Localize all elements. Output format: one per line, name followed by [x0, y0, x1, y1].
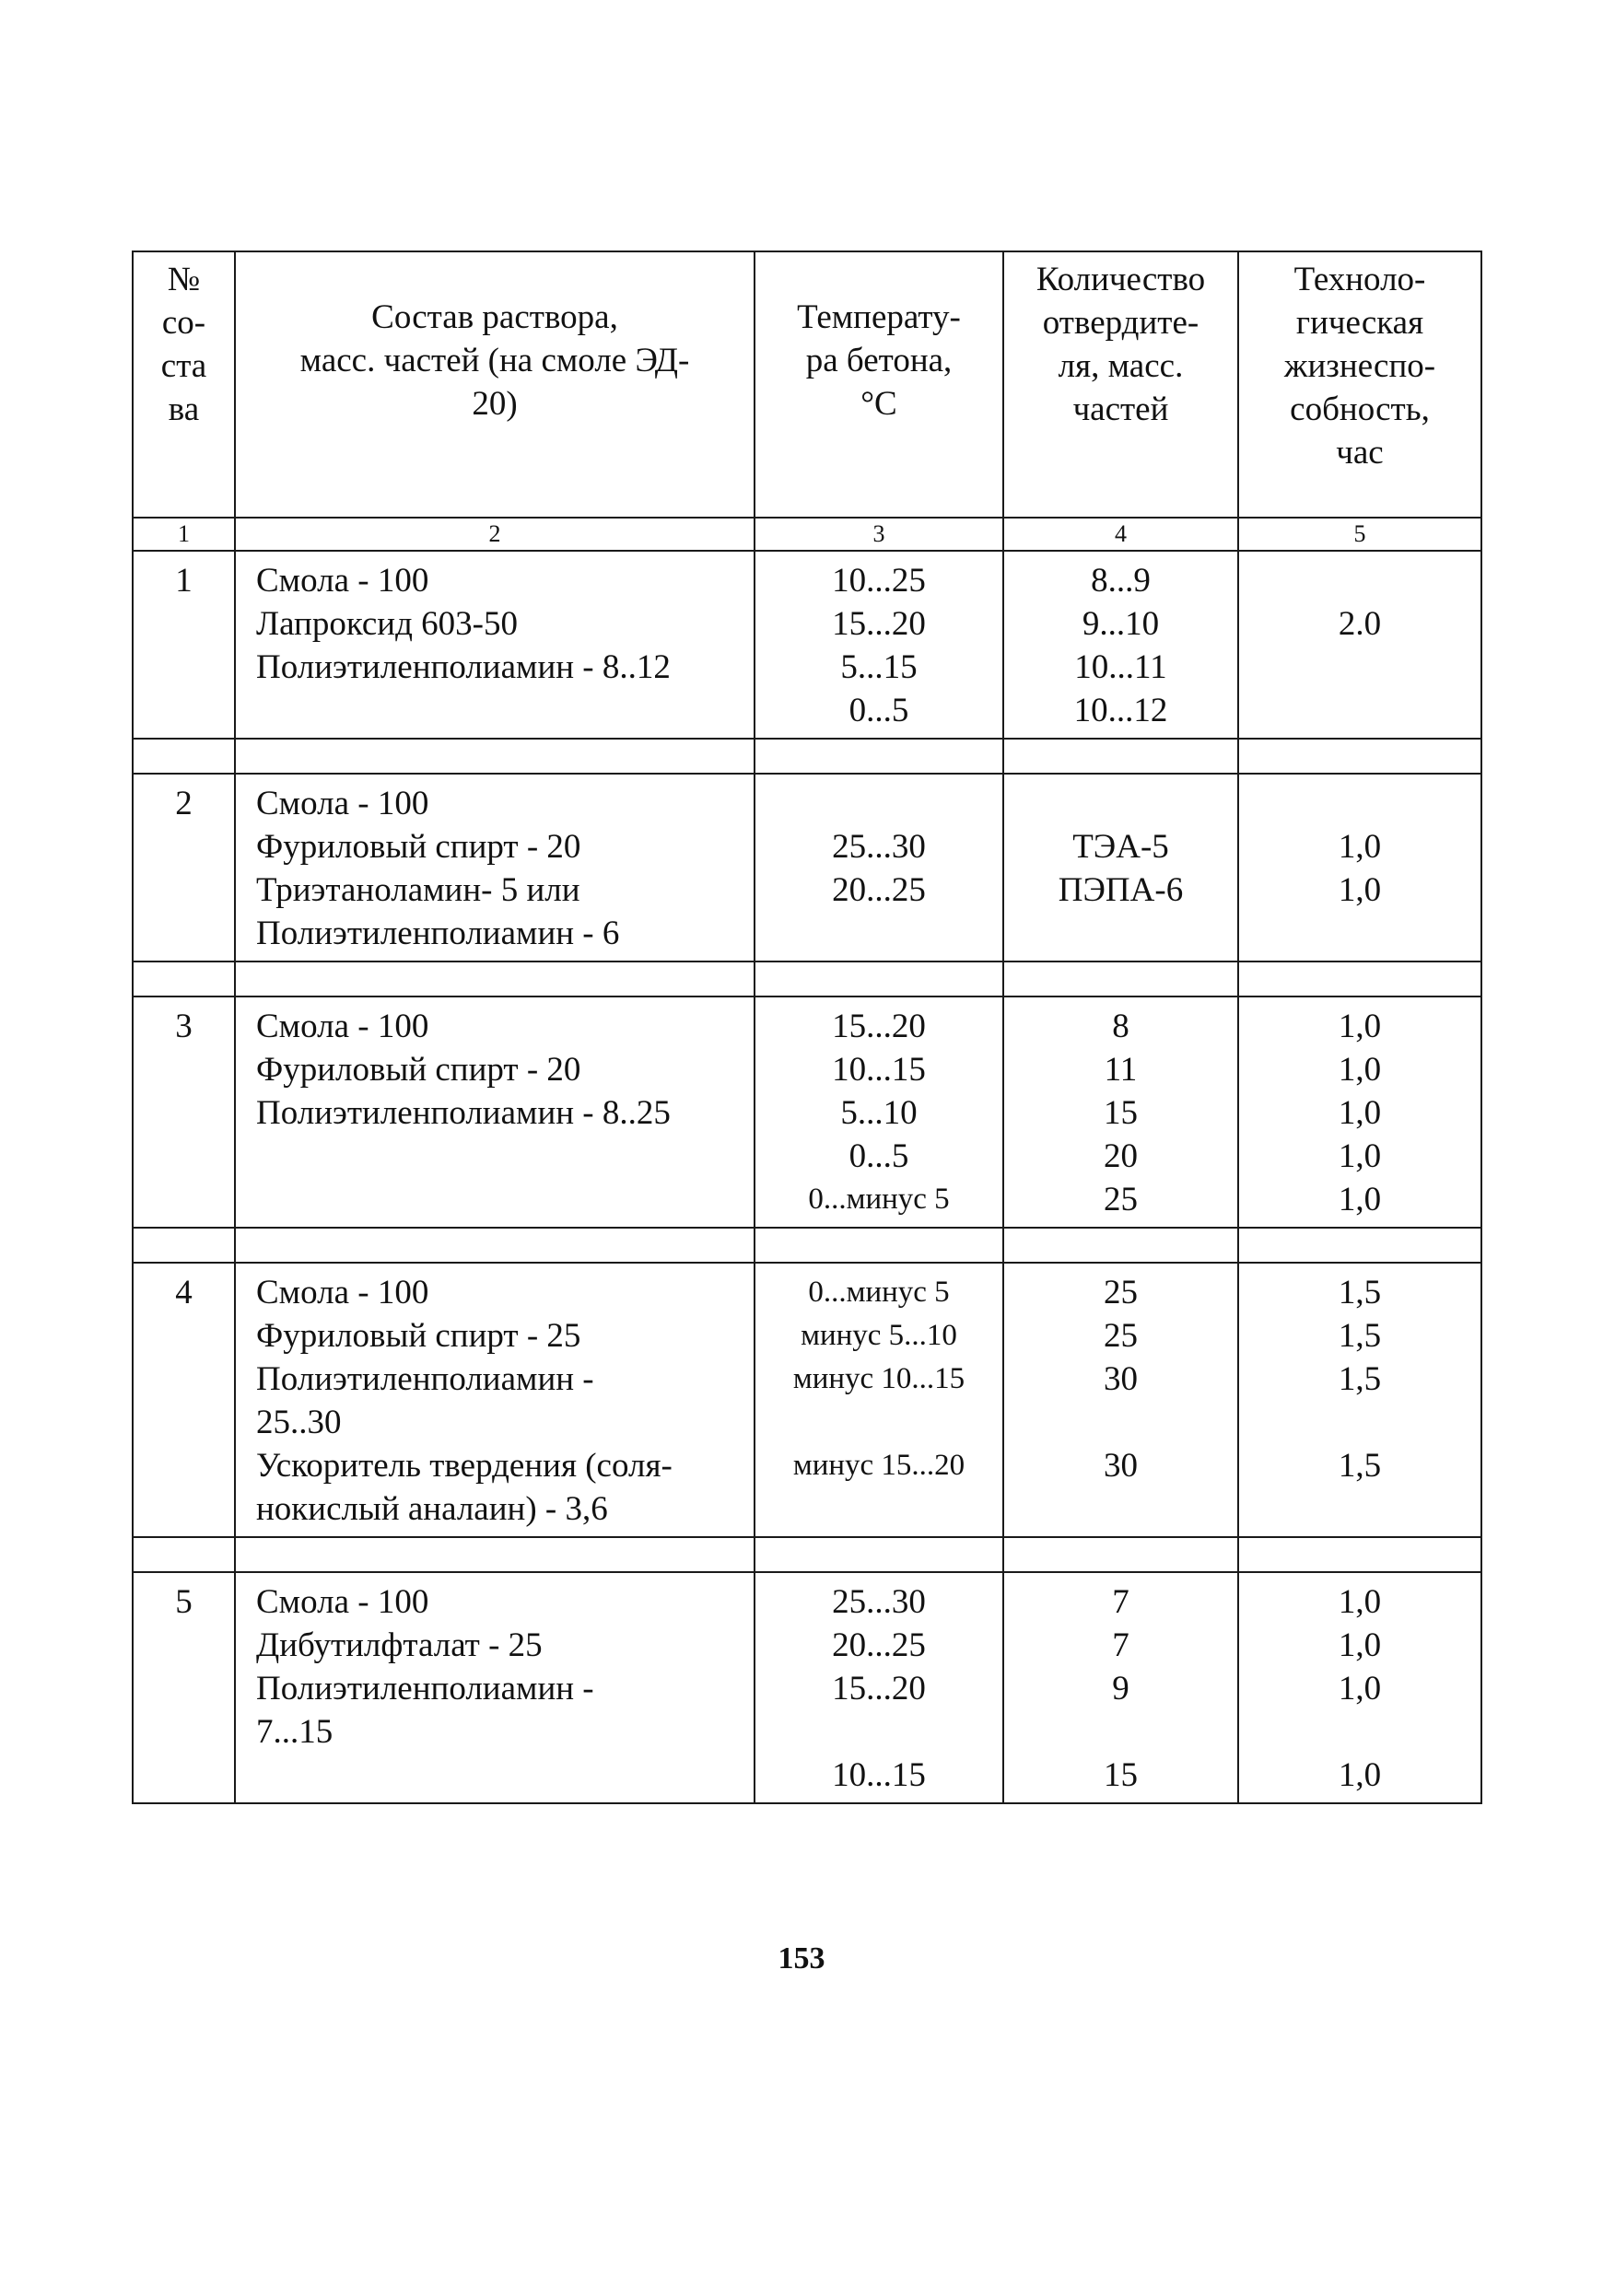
composition-line: Полиэтиленполиамин - 8..25	[256, 1094, 671, 1132]
header-col5-line: час	[1336, 434, 1384, 472]
temperature-value: 5...15	[840, 648, 918, 686]
header-col-4	[1003, 251, 1238, 518]
pot-life-value: 1,5	[1338, 1447, 1382, 1485]
row-separator	[133, 1537, 1481, 1572]
hardener-value: 8...9	[1091, 562, 1151, 600]
row-separator	[133, 739, 1481, 774]
composition-line: Дибутилфталат - 25	[256, 1626, 543, 1664]
composition-number: 1	[133, 551, 235, 739]
temperature-value: 10...15	[832, 1756, 926, 1794]
hardener-value: 20	[1104, 1137, 1138, 1175]
composition-line: Смола - 100	[256, 562, 429, 600]
header-col4-line: ля, масс.	[1058, 347, 1184, 385]
pot-life-cell	[1238, 1572, 1481, 1803]
column-number: 4	[1003, 518, 1238, 551]
hardener-value: 11	[1104, 1051, 1138, 1089]
temperature-cell	[755, 1263, 1003, 1537]
hardener-value: 25	[1104, 1274, 1138, 1311]
temperature-value: 15...20	[832, 1670, 926, 1707]
hardener-value: 30	[1104, 1360, 1138, 1398]
pot-life-value: 1,0	[1338, 1181, 1382, 1218]
table-row	[133, 996, 1481, 1228]
pot-life-value: 1,5	[1338, 1360, 1382, 1398]
composition-number: 3	[133, 996, 235, 1228]
header-col1-line: со-	[161, 304, 206, 342]
hardener-value: 8	[1112, 1008, 1129, 1045]
composition-line: Полиэтиленполиамин -	[256, 1360, 594, 1398]
hardener-value: 15	[1104, 1756, 1138, 1794]
composition-line: 7...15	[256, 1713, 333, 1751]
column-number: 2	[235, 518, 755, 551]
header-col1-line: №	[167, 261, 201, 298]
pot-life-value: 2.0	[1338, 605, 1382, 643]
composition-line: Триэтаноламин- 5 или	[256, 871, 580, 909]
pot-life-value: 1,0	[1338, 1051, 1382, 1089]
column-number: 5	[1238, 518, 1481, 551]
pot-life-value: 1,0	[1338, 1670, 1382, 1707]
column-number-row	[133, 518, 1481, 551]
header-col5-line: Техноло-	[1293, 261, 1426, 298]
header-col1-line: ста	[160, 347, 207, 385]
hardener-value: 30	[1104, 1447, 1138, 1485]
composition-line: Смола - 100	[256, 1008, 429, 1045]
header-col4-line: отвердите-	[1042, 304, 1199, 342]
header-col3-line: °С	[860, 385, 897, 423]
header-col-1	[133, 251, 235, 518]
temperature-value: минус 15...20	[792, 1449, 965, 1482]
header-col5-line: жизнеспо-	[1283, 347, 1436, 385]
composition-cell	[235, 551, 755, 739]
header-col4-line: частей	[1072, 390, 1169, 428]
composition-line: Полиэтиленполиамин - 8..12	[256, 648, 671, 686]
pot-life-value: 1,0	[1338, 828, 1382, 866]
temperature-cell	[755, 1572, 1003, 1803]
composition-cell	[235, 1572, 755, 1803]
hardener-cell	[1003, 1572, 1238, 1803]
hardener-value: ТЭА-5	[1072, 828, 1169, 866]
composition-line: Смола - 100	[256, 1583, 429, 1621]
temperature-value: 15...20	[832, 605, 926, 643]
temperature-value: 10...25	[832, 562, 926, 600]
temperature-cell	[755, 551, 1003, 739]
pot-life-value: 1,0	[1338, 871, 1382, 909]
row-separator	[133, 962, 1481, 996]
header-col3-line: ра бетона,	[805, 342, 953, 379]
table-row	[133, 774, 1481, 962]
temperature-value: 5...10	[840, 1094, 918, 1132]
temperature-value: 20...25	[832, 871, 926, 909]
temperature-value: минус 10...15	[792, 1362, 965, 1395]
hardener-cell	[1003, 996, 1238, 1228]
composition-number: 2	[133, 774, 235, 962]
hardener-value: 25	[1104, 1181, 1138, 1218]
pot-life-cell	[1238, 1263, 1481, 1537]
composition-line: Полиэтиленполиамин -	[256, 1670, 594, 1707]
hardener-cell	[1003, 1263, 1238, 1537]
composition-line: нокислый аналаин) - 3,6	[256, 1490, 608, 1528]
header-col-3	[755, 251, 1003, 518]
temperature-cell	[755, 996, 1003, 1228]
pot-life-value: 1,5	[1338, 1274, 1382, 1311]
hardener-value: 9...10	[1082, 605, 1160, 643]
pot-life-value: 1,0	[1338, 1626, 1382, 1664]
header-col2-line: масс. частей (на смоле ЭД-	[299, 342, 690, 379]
header-col5-line: собность,	[1290, 390, 1430, 428]
composition-line: Фуриловый спирт - 20	[256, 828, 581, 866]
composition-cell	[235, 1263, 755, 1537]
hardener-value: 10...12	[1073, 692, 1168, 729]
composition-number: 5	[133, 1572, 235, 1803]
hardener-value: 9	[1112, 1670, 1129, 1707]
composition-line: 25..30	[256, 1404, 342, 1441]
column-number: 1	[133, 518, 235, 551]
hardener-value: 25	[1104, 1317, 1138, 1355]
header-col2-line: 20)	[472, 385, 518, 423]
composition-line: Фуриловый спирт - 20	[256, 1051, 581, 1089]
table-header-row	[133, 251, 1481, 518]
pot-life-value: 1,5	[1338, 1317, 1382, 1355]
composition-cell	[235, 774, 755, 962]
temperature-value: минус 5...10	[801, 1319, 957, 1352]
temperature-value: 0...минус 5	[808, 1276, 950, 1309]
hardener-value: 15	[1104, 1094, 1138, 1132]
pot-life-value: 1,0	[1338, 1756, 1382, 1794]
hardener-value: 7	[1112, 1626, 1129, 1664]
composition-line: Лапроксид 603-50	[256, 605, 519, 643]
hardener-value: 7	[1112, 1583, 1129, 1621]
temperature-value: 25...30	[832, 1583, 926, 1621]
table-row	[133, 551, 1481, 739]
header-col2-line: Состав раствора,	[371, 298, 618, 336]
header-col-2	[235, 251, 755, 518]
header-col5-line: гическая	[1295, 304, 1424, 342]
pot-life-value: 1,0	[1338, 1137, 1382, 1175]
header-col3-line: Температу-	[797, 298, 961, 336]
hardener-value: 10...11	[1074, 648, 1167, 686]
hardener-cell	[1003, 774, 1238, 962]
composition-line: Полиэтиленполиамин - 6	[256, 915, 620, 952]
temperature-value: 10...15	[832, 1051, 926, 1089]
row-separator	[133, 1228, 1481, 1263]
column-number: 3	[755, 518, 1003, 551]
hardener-cell	[1003, 551, 1238, 739]
pot-life-cell	[1238, 774, 1481, 962]
temperature-cell	[755, 774, 1003, 962]
temperature-value: 15...20	[832, 1008, 926, 1045]
header-col-5	[1238, 251, 1481, 518]
table-row	[133, 1572, 1481, 1803]
composition-line: Смола - 100	[256, 785, 429, 822]
composition-line: Фуриловый спирт - 25	[256, 1317, 581, 1355]
composition-table	[132, 251, 1482, 1804]
composition-line: Ускоритель твердения (соля-	[256, 1447, 673, 1485]
table-row	[133, 1263, 1481, 1537]
header-col1-line: ва	[168, 390, 200, 428]
pot-life-cell	[1238, 996, 1481, 1228]
temperature-value: 20...25	[832, 1626, 926, 1664]
pot-life-value: 1,0	[1338, 1583, 1382, 1621]
composition-number: 4	[133, 1263, 235, 1537]
pot-life-value: 1,0	[1338, 1008, 1382, 1045]
composition-cell	[235, 996, 755, 1228]
pot-life-value: 1,0	[1338, 1094, 1382, 1132]
pot-life-cell	[1238, 551, 1481, 739]
temperature-value: 0...5	[848, 692, 909, 729]
temperature-value: 25...30	[832, 828, 926, 866]
header-col4-line: Количество	[1036, 261, 1206, 298]
temperature-value: 0...5	[848, 1137, 909, 1175]
page-number: 153	[778, 1941, 825, 1975]
temperature-value: 0...минус 5	[808, 1183, 950, 1216]
hardener-value: ПЭПА-6	[1058, 871, 1184, 909]
composition-line: Смола - 100	[256, 1274, 429, 1311]
